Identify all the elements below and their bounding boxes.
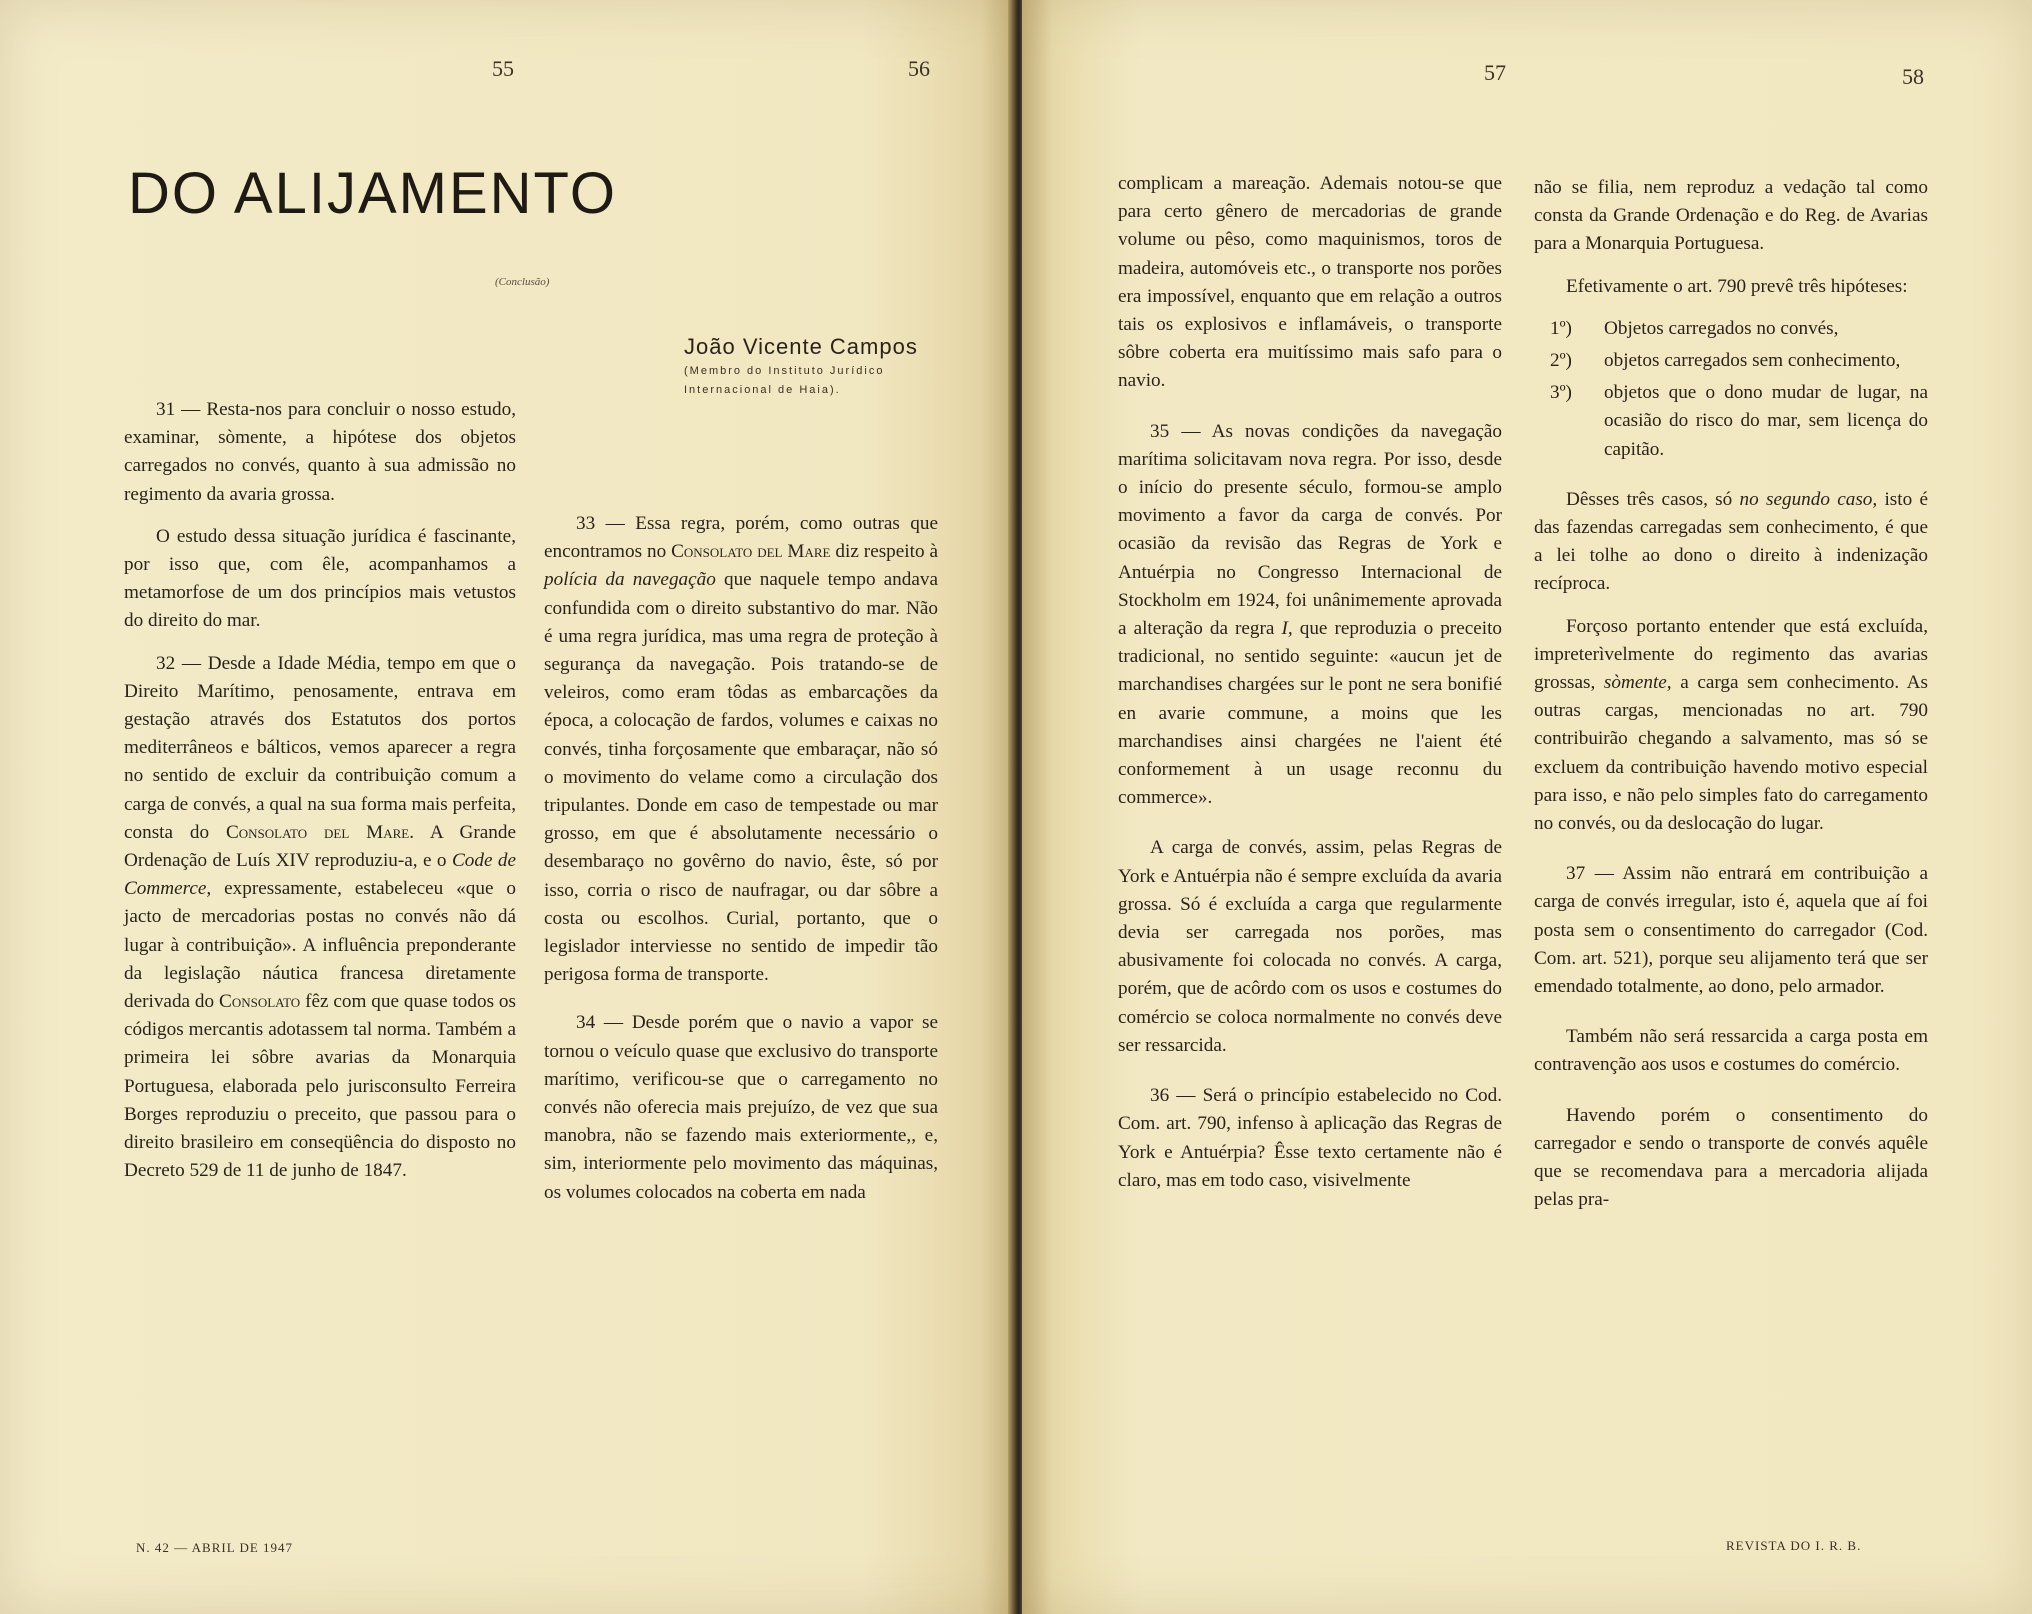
hypotheses-list <box>1550 315 1928 464</box>
list-number: 2º) <box>1550 350 1572 372</box>
page-number-57: 57 <box>1484 60 1506 85</box>
author-affiliation-line-1: (Membro do Instituto Jurídico <box>684 365 885 377</box>
text-run: diz respeito à <box>830 541 939 563</box>
footer-journal: REVISTA DO I. R. B. <box>1726 1538 1862 1553</box>
author-name: João Vicente Campos <box>684 334 918 359</box>
text-run: . A Grande Ordenação de Luís XIV reproduziu-a, e o <box>124 821 516 872</box>
text-run: isto é das fazendas carregadas sem conhecimento, é que a lei tolhe ao dono o direito à indenização recíproca. <box>1534 488 1928 595</box>
text-run: que naquele tempo andava confundida com o direito substantivo do mar. Não é uma regra jurídica, mas uma regra de proteção à segurança da navegação. Pois tratando-se de veleiros, como eram tôdas as embarcações da época, a colocação de fardos, volumes e caixas no convés, tinha forçosamente que embaraçar, não só o movimento do velame como a circulação dos tripulantes. Donde em caso de tempestade ou mar grosso, em que é absolutamente necessário o desembaraço no govêrno do navio, êste, só por isso, corria o risco de naufragar, ou dar sôbre a costa ou escolhos. Curial, portanto, que o legislador interviesse no sentido de impedir tão perigosa forma de transporte. <box>544 569 938 986</box>
paragraph-35 <box>1118 418 1502 813</box>
list-text: Objetos carregados no convés, <box>1604 317 1839 339</box>
paragraph-32 <box>124 650 516 1186</box>
author-affiliation-line-2: Internacional de Haia). <box>684 384 841 396</box>
small-caps-run: Consolato del Mare <box>225 821 410 843</box>
paragraph-havendo: Havendo porém o consentimento do carregador e sendo o transporte de convés aquêle que se recomendava para a mercadoria alijada pelas pra- <box>1534 1104 1928 1211</box>
article-title: DO ALIJAMENTO <box>128 161 618 226</box>
paragraph-31: 31 — Resta-nos para concluir o nosso estudo, examinar, sòmente, a hipótese dos objetos carregados no convés, quanto à sua admissão no regimento da avaria grossa. <box>124 399 516 505</box>
paragraph-33 <box>544 510 938 989</box>
text-run: Forçoso portanto entender que está excluída, impreterìvelmente do regimento das avarias grossas, <box>1534 615 1928 694</box>
page-number-55: 55 <box>492 56 514 81</box>
column-3 <box>1118 170 1502 1209</box>
page-number-56: 56 <box>908 56 930 81</box>
italic-run: I, <box>1281 618 1293 640</box>
italic-run: Code de Commerce, <box>124 850 516 900</box>
list-text: objetos carregados sem conhecimento, <box>1604 350 1901 372</box>
small-caps-run: Consolato <box>219 991 301 1013</box>
page-number-58: 58 <box>1902 64 1924 89</box>
paragraph-efetivamente: Efetivamente o art. 790 prevê três hipóteses: <box>1566 275 1908 297</box>
text-run: a carga sem conhecimento. As outras cargas, mencionadas no art. 790 contribuirão chegando a salvamento, mas só se excluem da contribuição havendo motivo especial para isso, e não pelo simples fato do carregamento no convés, ou da deslocação do lugar. <box>1534 672 1928 835</box>
text-run: 35 — As novas condições da navegação marítima solicitavam nova regra. Por isso, desde o início do presente século, formou-se amplo movimento a favor da carga de convés. Por ocasião da revisão das Regras de York e Antuérpia no Congresso Internacional de Stockholm em 1924, foi unânimemente aprovada a alteração da regra <box>1118 420 1502 640</box>
column-2 <box>544 510 938 1221</box>
list-number: 1º) <box>1550 317 1572 339</box>
left-sheet <box>0 0 1012 1614</box>
italic-run: sòmente, <box>1603 672 1672 694</box>
column-1 <box>124 396 516 1199</box>
italic-run: polícia da navegação <box>544 569 716 591</box>
list-text: objetos que o dono mudar de lugar, na ocasião do risco do mar, sem licença do capitão. <box>1604 382 1928 460</box>
paragraph-35-continued: A carga de convés, assim, pelas Regras de York e Antuérpia não é sempre excluída da avaria grossa. Só é excluída a carga que regularmente devia ser carregada nos porões, mas abusivamente foi colocada no convés. A carga, porém, que de acôrdo com os usos e costumes do comércio se coloca normalmente no convés deve ser ressarcida. <box>1118 837 1502 1056</box>
article-subtitle: (Conclusão) <box>495 276 550 288</box>
text-run: fêz com que quase todos os códigos mercantis adotassem tal norma. Também a primeira lei sôbre avarias da Monarquia Portuguesa, elaborada pelo jurisconsulto Ferreira Borges reproduziu o preceito, que passou para o direito brasileiro em conseqüência do disposto no Decreto 529 de 11 de junho de 1847. <box>124 991 516 1182</box>
small-caps-run: Consolato del Mare <box>671 541 831 563</box>
paragraph-31-continued: O estudo dessa situação jurídica é fascinante, por isso que, com êle, acompanhamos a metamorfose de um dos princípios mais vetustos do direito do mar. <box>124 525 516 632</box>
author-block <box>684 334 918 398</box>
right-sheet <box>1022 0 2032 1614</box>
column-4 <box>1534 174 1928 1229</box>
footer-issue: N. 42 — ABRIL DE 1947 <box>136 1540 294 1555</box>
paragraph-desses <box>1534 486 1928 599</box>
text-run: expressamente, estabeleceu «que o jacto de mercadorias postas no convés não dá lugar à contribuição». A influência preponderante da legislação náutica francesa diretamente derivada do <box>124 878 516 1013</box>
paragraph-continued: complicam a mareação. Ademais notou-se que para certo gênero de mercadorias de grande volume ou pêso, como maquinismos, toros de madeira, automóveis etc., o transporte nos porões era impossível, enquanto que em relação a outros tais os explosivos e inflamáveis, o transporte sôbre coberta era muitíssimo mais safo para o navio. <box>1118 173 1502 392</box>
paragraph-37: 37 — Assim não entrará em contribuição a carga de convés irregular, isto é, aquela que aí foi posta sem o consentimento do carregador (Cod. Com. art. 521), porque seu alijamento terá que ser emendado totalmente, ao dono, pelo armador. <box>1534 863 1928 998</box>
paragraph-continued-58: não se filia, nem reproduz a vedação tal como consta da Grande Ordenação e do Reg. de Avarias para a Monarquia Portuguesa. <box>1534 177 1928 255</box>
paragraph-34: 34 — Desde porém que o navio a vapor se tornou o veículo quase que exclusivo do transporte marítimo, verificou-se que o carregamento no convés não oferecia mais prejuízo, de vez que sua manobra, não se fazendo mais exteriormente,, e, sim, interiormente pelo movimento das máquinas, os volumes colocados na coberta em nada <box>544 1012 938 1203</box>
list-item <box>1550 315 1928 343</box>
text-run: que reproduzia o preceito tradicional, no sentido seguinte: «aucun jet de marchandises chargées sur le pont ne sera bonifié en avarie commune, a moins que les marchandises ainsi chargées ne l'aient été conformement à un usage reconnu du commerce». <box>1118 618 1503 809</box>
paragraph-36: 36 — Será o princípio estabelecido no Cod. Com. art. 790, infenso à aplicação das Regras de York e Antuérpia? Êsse texto certamente não é claro, mas em todo caso, visivelmente <box>1118 1085 1502 1191</box>
text-run: 33 — Essa regra, porém, como outras que encontramos no <box>544 513 938 563</box>
text-run: Dêsses três casos, só <box>1566 488 1740 510</box>
list-number: 3º) <box>1550 382 1572 404</box>
paragraph-forcoso <box>1534 613 1928 839</box>
list-item <box>1550 379 1928 464</box>
paragraph-tambem: Também não será ressarcida a carga posta em contravenção aos usos e costumes do comércio. <box>1534 1026 1928 1076</box>
italic-run: no segundo caso, <box>1739 488 1878 510</box>
list-item <box>1550 347 1928 375</box>
text-run: 32 — Desde a Idade Média, tempo em que o Direito Marítimo, penosamente, entrava em gestação através dos Estatutos dos portos mediterrâneos e bálticos, vemos aparecer a regra no sentido de excluir da contribuição comum a carga de convés, a qual na sua forma mais perfeita, consta do <box>124 652 516 843</box>
